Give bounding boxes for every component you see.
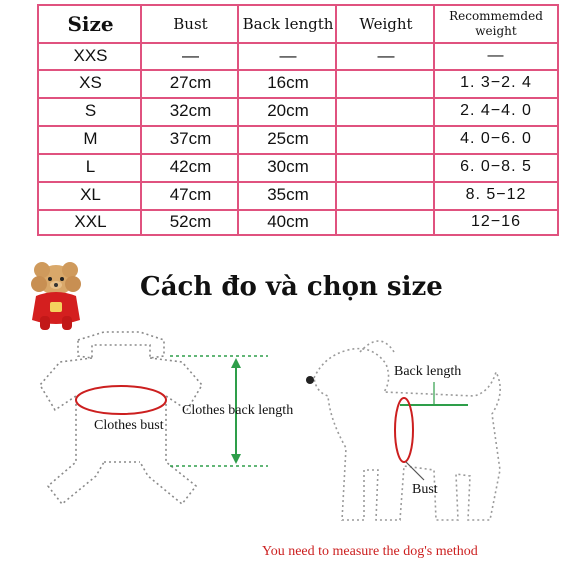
header-size: Size [67, 12, 114, 36]
dog-nose-icon [306, 376, 314, 384]
cell-size: XS [79, 73, 102, 92]
header-recommended-line1: Recommemded [449, 9, 543, 23]
cell-recommended-weight: 4. 0−6. 0 [460, 130, 532, 147]
cell-recommended-weight: 1. 3−2. 4 [460, 74, 532, 91]
cell-back-length: 16cm [267, 73, 309, 92]
cell-recommended-weight: 8. 5−12 [465, 186, 527, 203]
header-back-length: Back length [242, 15, 334, 33]
dog-bust-pointer [406, 462, 424, 480]
table-row [39, 97, 557, 125]
cell-back-length: 30cm [267, 157, 309, 176]
table-row [39, 209, 557, 234]
table-row [39, 153, 557, 181]
table-row [39, 69, 557, 97]
cell-bust: 32cm [169, 101, 212, 120]
cell-size: XL [80, 185, 101, 204]
table-header-row [39, 6, 557, 42]
header-recommended-line2: weight [475, 24, 517, 38]
cell-back-length: 40cm [267, 211, 309, 231]
measurement-diagram [0, 320, 568, 568]
cell-weight [337, 181, 435, 209]
table-row [39, 125, 557, 153]
header-recommended-weight [435, 6, 557, 42]
cell-weight [337, 153, 435, 181]
size-chart-table [37, 4, 559, 236]
table-row [39, 42, 557, 69]
dog-back-length-label: Back length [394, 364, 462, 379]
cell-back-length: 35cm [267, 185, 309, 204]
cell-weight [337, 69, 435, 97]
cell-bust: 27cm [169, 73, 212, 92]
clothes-bust-ellipse [76, 386, 166, 414]
cell-bust: 42cm [169, 157, 212, 176]
cell-size: L [85, 157, 96, 176]
cell-recommended-weight: — [487, 46, 505, 64]
table-row [39, 181, 557, 209]
header-bust: Bust [173, 15, 208, 33]
clothes-bust-label: Clothes bust [94, 418, 164, 433]
cell-bust: 47cm [169, 185, 212, 204]
measurement-note: You need to measure the dog's method [262, 544, 478, 559]
dog-bust-ellipse [395, 398, 413, 462]
cell-size: M [83, 129, 98, 148]
cell-weight [337, 209, 435, 234]
header-weight: Weight [359, 15, 413, 33]
cell-back-length: 25cm [267, 129, 309, 148]
cell-back-length: — [279, 45, 297, 65]
cell-weight [337, 97, 435, 125]
page-title: Cách đo và chọn size [140, 272, 443, 302]
cell-recommended-weight: 6. 0−8. 5 [460, 158, 532, 175]
cell-back-length: 20cm [267, 101, 309, 120]
cell-bust: 37cm [169, 129, 212, 148]
cell-size: XXL [74, 211, 107, 231]
cell-weight: — [377, 45, 395, 65]
cell-recommended-weight: 12−16 [471, 212, 521, 230]
clothes-back-length-label: Clothes back length [182, 403, 294, 418]
cell-bust: — [182, 45, 199, 65]
cell-weight [337, 125, 435, 153]
cell-size: XXS [73, 45, 108, 65]
cell-recommended-weight: 2. 4−4. 0 [460, 102, 532, 119]
dog-bust-label: Bust [412, 482, 438, 497]
cell-bust: 52cm [169, 211, 212, 231]
cell-size: S [84, 101, 97, 120]
